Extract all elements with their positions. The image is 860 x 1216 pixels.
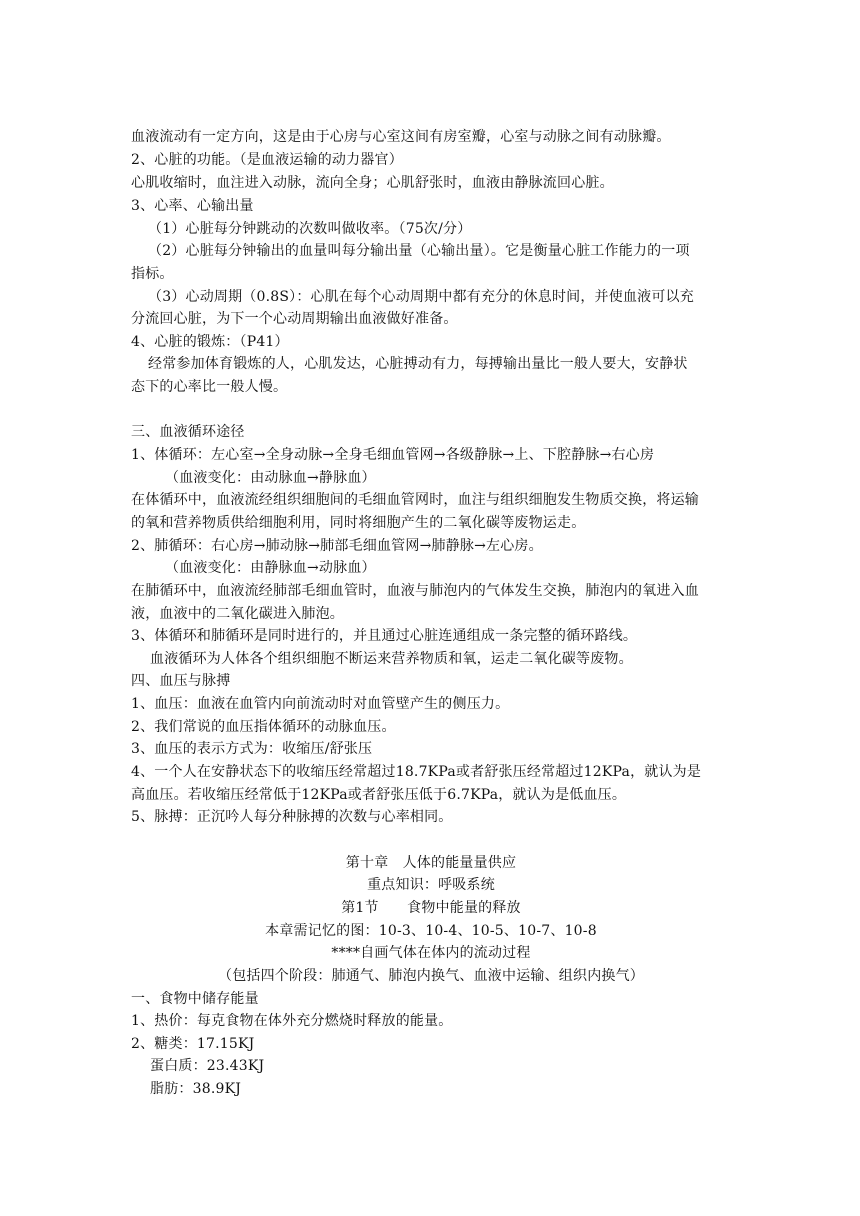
text-line: 分流回心脏，为下一个心动周期输出血液做好准备。 xyxy=(131,311,458,327)
text-line: 的氧和营养物质供给细胞利用，同时将细胞产生的二氧化碳等废物运走。 xyxy=(131,515,586,531)
text-line: 态下的心率比一般人慢。 xyxy=(131,379,288,395)
text-line: 血液循环为人体各个组织细胞不断运来营养物质和氧，运走二氧化碳等废物。 xyxy=(150,651,633,667)
drawing-note: ****自画气体在体内的流动过程 xyxy=(331,945,531,961)
text-line: 4、一个人在安静状态下的收缩压经常超过18.7KPa或者舒张压经常超过12KPa，就认为是 xyxy=(131,764,702,780)
section-heading: 四、血压与脉搏 xyxy=(131,673,231,689)
text-line: 2、我们常说的血压指体循环的动脉血压。 xyxy=(131,719,396,735)
section-heading: 4、心脏的锻炼：（P41） xyxy=(131,334,289,350)
text-line: 1、热价：每克食物在体外充分燃烧时释放的能量。 xyxy=(131,1013,453,1029)
section-heading: 3、心率、心输出量 xyxy=(131,198,254,214)
chapter-title: 第十章 人体的能量量供应 xyxy=(345,855,517,871)
text-line: 心肌收缩时，血注进入动脉，流向全身；心肌舒张时，血液由静脉流回心脏。 xyxy=(131,175,614,191)
stages-note: （包括四个阶段：肺通气、肺泡内换气、血液中运输、组织内换气） xyxy=(218,968,644,984)
section-title: 第1节 食物中能量的释放 xyxy=(341,900,521,916)
text-line: 液，血液中的二氧化碳进入肺泡。 xyxy=(131,606,344,622)
text-line: 1、血压：血液在血管内向前流动时对血管壁产生的侧压力。 xyxy=(131,696,510,712)
text-line: 脂肪：38.9KJ xyxy=(150,1081,242,1097)
text-line: 高血压。若收缩压经常低于12KPa或者舒张压低于6.7KPa，就认为是低血压。 xyxy=(131,787,627,803)
text-line: 3、体循环和肺循环是同时进行的，并且通过心脏连通组成一条完整的循环路线。 xyxy=(131,628,638,644)
text-line: （2）心脏每分钟输出的血量叫每分输出量（心输出量）。它是衡量心脏工作能力的一项 xyxy=(148,243,690,259)
text-line: 5、脉搏：正沉吟人每分种脉搏的次数与心率相同。 xyxy=(131,809,453,825)
text-line: 指标。 xyxy=(131,266,174,282)
text-line: 2、心脏的功能。（是血液运输的动力器官） xyxy=(131,152,403,168)
figures-note: 本章需记忆的图：10-3、10-4、10-5、10-7、10-8 xyxy=(265,923,597,939)
text-line: 血液流动有一定方向，这是由于心房与心室这间有房室瓣，心室与动脉之间有动脉瓣。 xyxy=(131,129,671,145)
text-line: （血液变化：由静脉血→动脉血） xyxy=(165,560,376,576)
text-line: （1）心脏每分钟跳动的次数叫做收率。（75次/分） xyxy=(148,221,472,237)
key-knowledge: 重点知识：呼吸系统 xyxy=(367,877,495,893)
section-heading: 一、食物中储存能量 xyxy=(131,991,259,1007)
text-line: 3、血压的表示方式为：收缩压/舒张压 xyxy=(131,741,373,757)
text-line: 1、体循环：左心室→全身动脉→全身毛细血管网→各级静脉→上、下腔静脉→右心房 xyxy=(131,447,655,463)
text-line: 经常参加体育锻炼的人，心肌发达，心脏搏动有力，每搏输出量比一般人要大，安静状 xyxy=(148,356,688,372)
text-line: 2、肺循环：右心房→肺动脉→肺部毛细血管网→肺静脉→左心房。 xyxy=(131,538,543,554)
text-line: （血液变化：由动脉血→静脉血） xyxy=(165,470,376,486)
text-line: （3）心动周期（0.8S）：心肌在每个心动周期中都有充分的休息时间，并使血液可以充 xyxy=(148,289,694,305)
text-line: 在肺循环中，血液流经肺部毛细血管时，血液与肺泡内的气体发生交换，肺泡内的氧进入血 xyxy=(131,583,699,599)
text-line: 在体循环中，血液流经组织细胞间的毛细血管网时，血注与组织细胞发生物质交换，将运输 xyxy=(131,492,699,508)
text-line: 2、糖类：17.15KJ xyxy=(131,1036,255,1052)
text-line: 蛋白质：23.43KJ xyxy=(150,1058,265,1074)
section-heading: 三、血液循环途径 xyxy=(131,424,245,440)
